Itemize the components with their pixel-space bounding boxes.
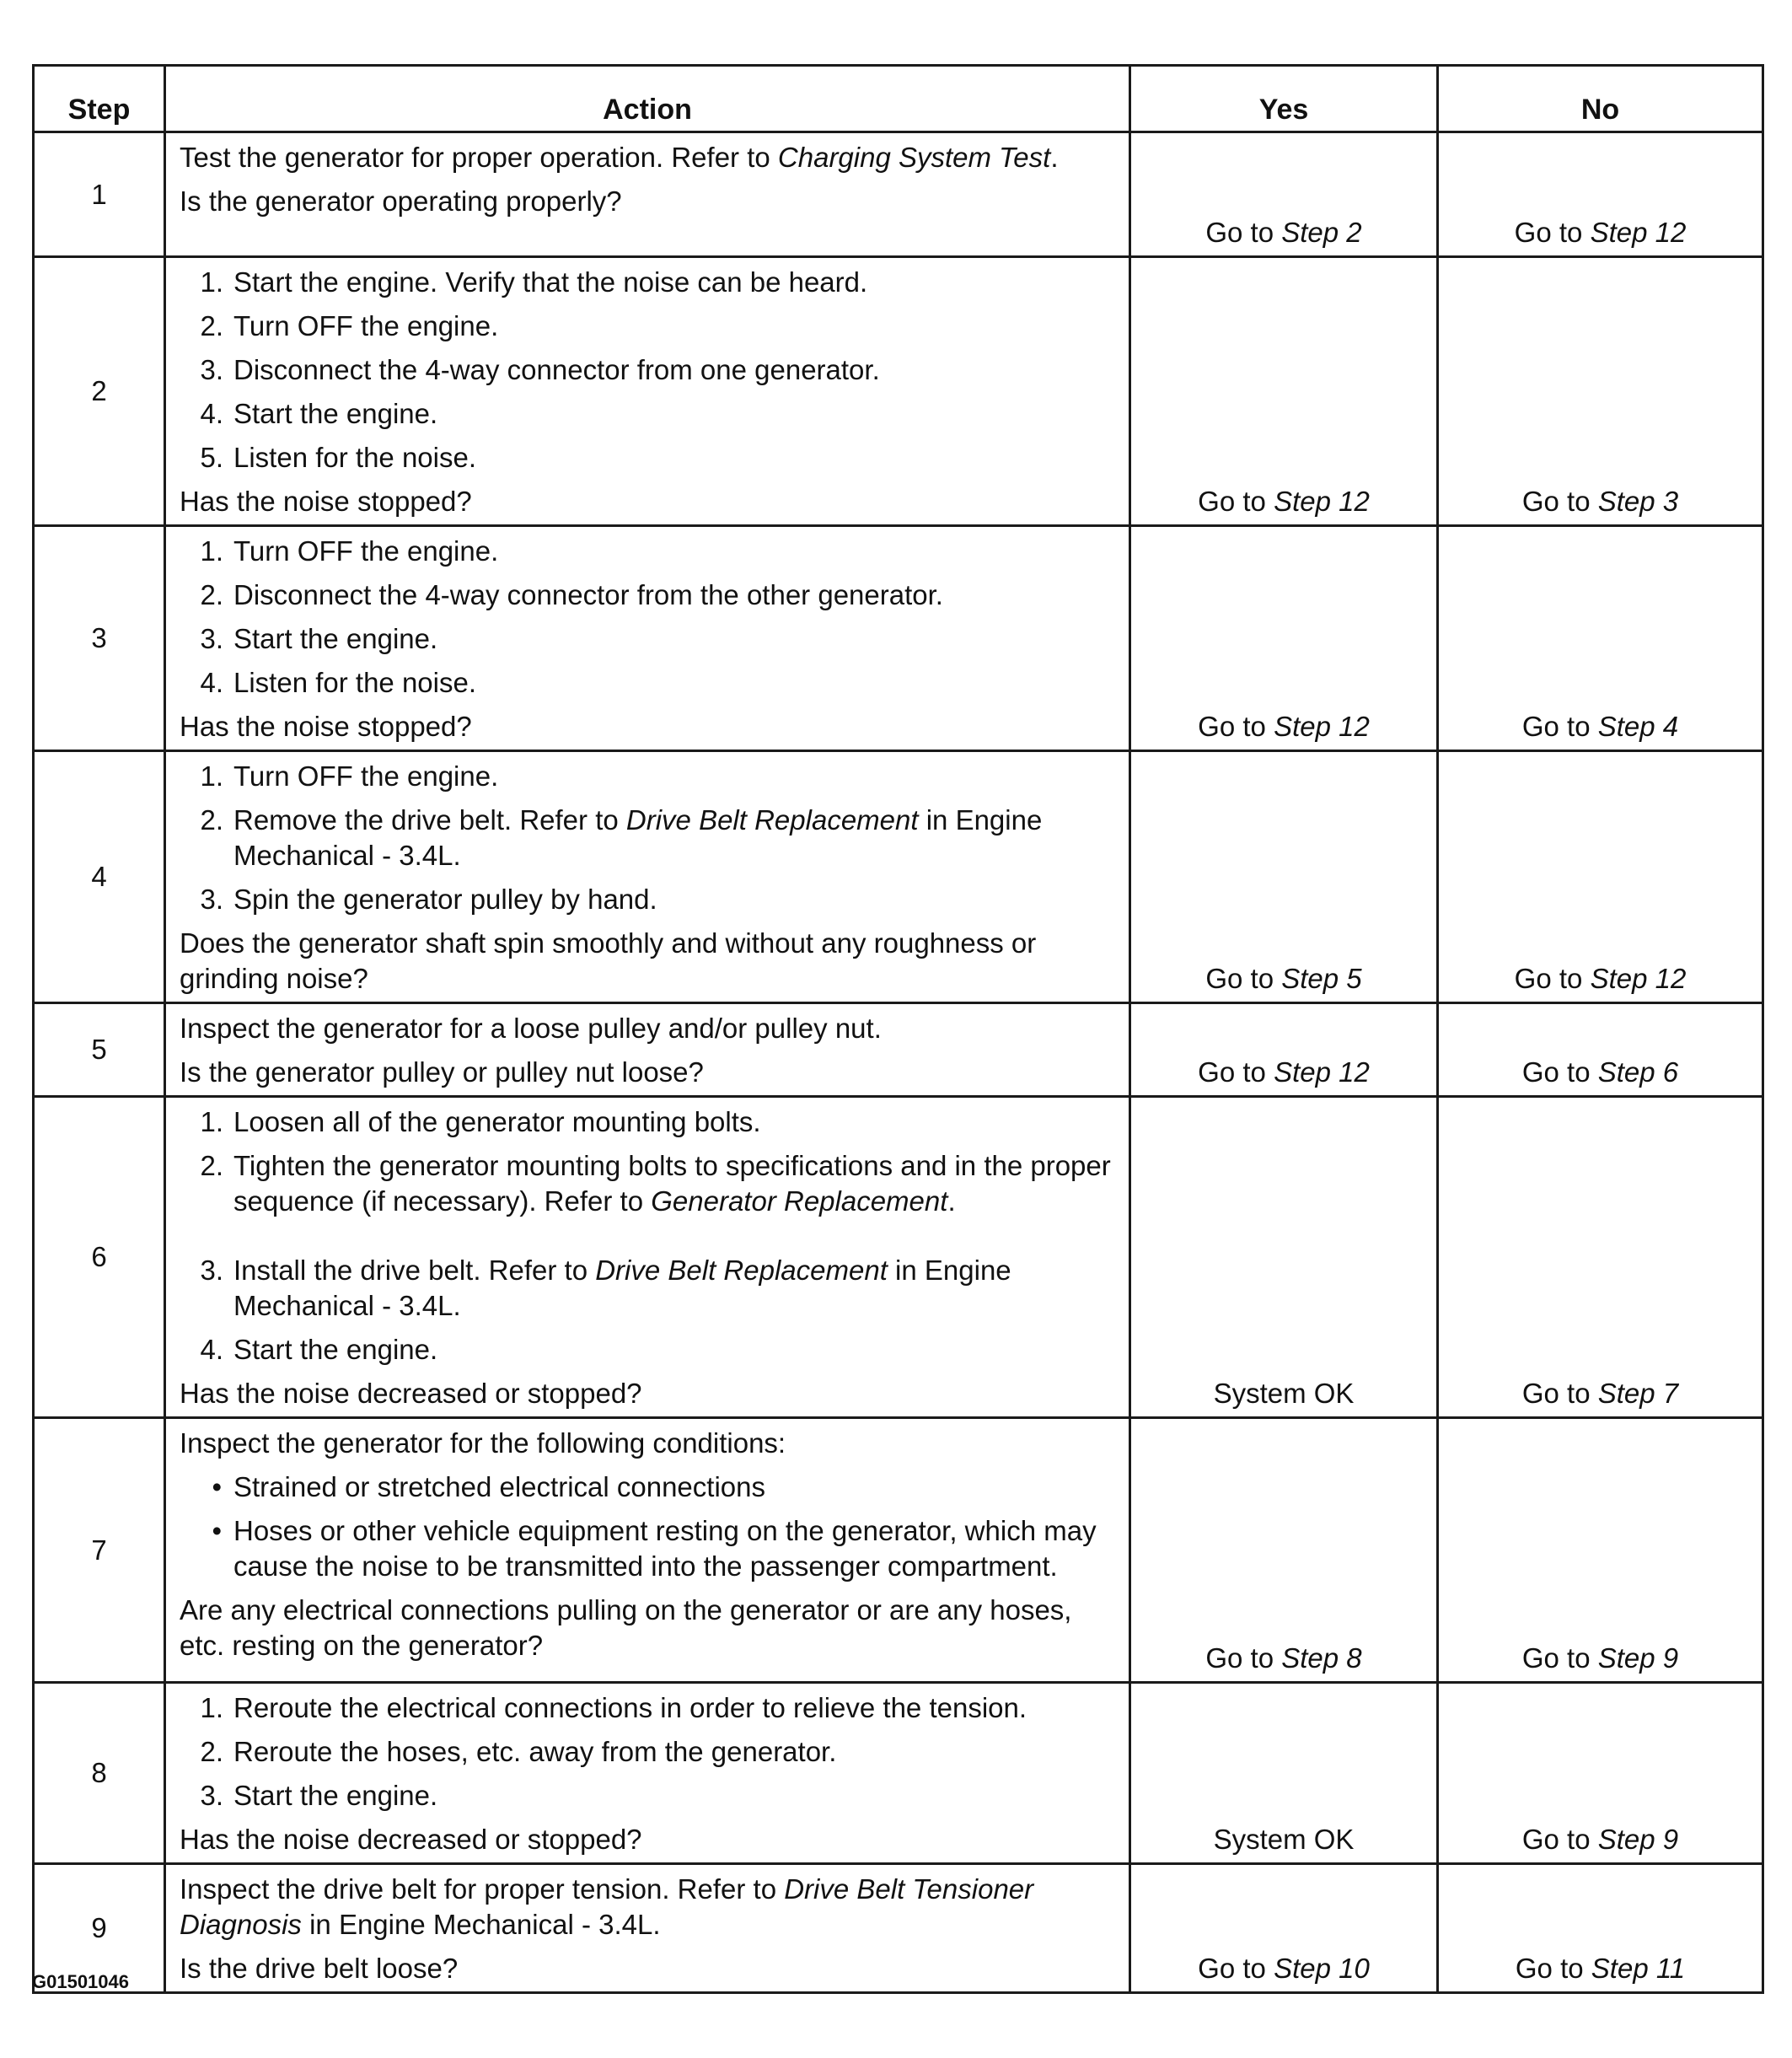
yes-result-text: Go to [1198, 1056, 1274, 1088]
text-segment: Has the noise decreased or stopped? [180, 1824, 642, 1855]
text-segment: Reroute the hoses, etc. away from the generator. [233, 1736, 837, 1767]
yes-result-text: Go to [1205, 217, 1282, 248]
step-item-text [233, 396, 1120, 432]
numbered-step [180, 1332, 1120, 1368]
yes-result [1130, 1864, 1438, 1993]
numbered-step [180, 309, 1120, 344]
bullet-text [233, 1470, 1120, 1505]
action-cell [165, 257, 1130, 526]
yes-result [1130, 751, 1438, 1003]
no-step-reference: Step 3 [1597, 486, 1679, 517]
instruction-text [180, 1872, 1120, 1942]
text-segment: . [1050, 142, 1059, 173]
text-segment: Reroute the electrical connections in order to relieve the tension. [233, 1692, 1027, 1723]
step-number: 9 [34, 1864, 165, 1993]
reference-link-text: Drive Belt Replacement [625, 804, 919, 836]
no-result [1438, 1003, 1763, 1097]
diagnostic-question [180, 1593, 1120, 1663]
instruction-text [180, 1426, 1120, 1461]
yes-result-text: Go to [1198, 711, 1274, 742]
header-step: Step [34, 66, 165, 132]
text-segment: . [947, 1185, 956, 1217]
step-item-text [233, 1253, 1120, 1324]
step-item-number: 3. [200, 884, 223, 915]
instruction-text [180, 140, 1120, 175]
no-step-reference: Step 4 [1597, 711, 1679, 742]
table-row [34, 1003, 1763, 1097]
text-segment: in Engine Mechanical - 3.4L. [233, 1255, 1011, 1321]
reference-link-text: Drive Belt Tensioner Diagnosis [180, 1873, 1034, 1940]
step-item-text [233, 309, 1120, 344]
yes-result-text: Go to [1198, 1953, 1274, 1984]
numbered-step [180, 352, 1120, 388]
step-item-number: 1. [200, 1692, 223, 1723]
text-segment: Tighten the generator mounting bolts to specifications and in the proper sequence (if necessary). Refer to [233, 1150, 1111, 1217]
step-item-text [233, 665, 1120, 701]
diagnostic-question [180, 484, 1120, 519]
no-result-text: Go to [1514, 217, 1591, 248]
no-step-reference: Step 9 [1597, 1642, 1679, 1674]
step-item-text [233, 265, 1120, 300]
text-segment: Disconnect the 4-way connector from the other generator. [233, 579, 943, 610]
diagnostic-question [180, 926, 1120, 997]
step-number: 3 [34, 526, 165, 751]
text-segment: Has the noise stopped? [180, 486, 472, 517]
diagnostic-question [180, 1376, 1120, 1411]
no-result-text: Go to [1521, 1642, 1598, 1674]
no-result-text: Go to [1521, 1824, 1598, 1855]
bullet-icon: • [212, 1515, 222, 1546]
step-item-text [233, 759, 1120, 794]
diagnostic-question [180, 1055, 1120, 1090]
step-item-number: 1. [200, 266, 223, 298]
step-item-text [233, 578, 1120, 613]
numbered-step [180, 1690, 1120, 1726]
diagnostic-question [180, 1822, 1120, 1857]
numbered-step [180, 440, 1120, 476]
yes-result-text: Go to [1205, 963, 1282, 994]
text-segment: Loosen all of the generator mounting bolts. [233, 1106, 761, 1137]
diagnostic-question [180, 1951, 1120, 1986]
no-step-reference: Step 12 [1590, 217, 1687, 248]
no-result-text: Go to [1515, 1953, 1591, 1984]
no-step-reference: Step 6 [1597, 1056, 1679, 1088]
step-item-text [233, 534, 1120, 569]
yes-step-reference: Step 12 [1274, 1056, 1370, 1088]
text-segment: Install the drive belt. Refer to [233, 1255, 596, 1286]
diagnostic-table [32, 64, 1764, 1994]
step-item-number: 3. [200, 1255, 223, 1286]
text-segment: Has the noise stopped? [180, 711, 472, 742]
step-item-text [233, 1104, 1120, 1140]
action-cell [165, 1683, 1130, 1864]
numbered-step [180, 265, 1120, 300]
reference-link-text: Generator Replacement [651, 1185, 948, 1217]
numbered-step [180, 759, 1120, 794]
step-item-number: 1. [200, 1106, 223, 1137]
step-item-text [233, 1148, 1120, 1219]
text-segment: Spin the generator pulley by hand. [233, 884, 657, 915]
no-result [1438, 1864, 1763, 1993]
step-item-text [233, 440, 1120, 476]
no-result [1438, 132, 1763, 257]
diagnostic-question [180, 184, 1120, 219]
header-no: No [1438, 66, 1763, 132]
numbered-step [180, 665, 1120, 701]
step-number: 7 [34, 1418, 165, 1683]
numbered-step [180, 1778, 1120, 1814]
step-item-text [233, 1332, 1120, 1368]
numbered-step [180, 621, 1120, 657]
step-item-text [233, 1734, 1120, 1770]
no-step-reference: Step 12 [1590, 963, 1687, 994]
yes-result [1130, 257, 1438, 526]
step-item-text [233, 803, 1120, 873]
yes-result [1130, 1097, 1438, 1418]
table-row [34, 1418, 1763, 1683]
step-number: 8 [34, 1683, 165, 1864]
text-segment: Test the generator for proper operation. Refer to [180, 142, 778, 173]
action-cell [165, 1097, 1130, 1418]
text-segment: Is the generator operating properly? [180, 185, 622, 217]
no-result-text: Go to [1521, 1378, 1598, 1409]
step-item-number: 2. [200, 310, 223, 341]
no-result-text: Go to [1521, 486, 1598, 517]
yes-result-text: System OK [1213, 1378, 1355, 1409]
numbered-step [180, 578, 1120, 613]
yes-step-reference: Step 12 [1274, 486, 1370, 517]
table-row [34, 1097, 1763, 1418]
step-item-number: 2. [200, 804, 223, 836]
numbered-step [180, 396, 1120, 432]
step-number: 1 [34, 132, 165, 257]
text-segment: Turn OFF the engine. [233, 310, 499, 341]
step-item-number: 4. [200, 1334, 223, 1365]
step-number: 6 [34, 1097, 165, 1418]
step-item-number: 4. [200, 398, 223, 429]
step-item-number: 2. [200, 579, 223, 610]
step-item-number: 2. [200, 1150, 223, 1181]
step-item-number: 3. [200, 1780, 223, 1811]
no-result [1438, 1418, 1763, 1683]
yes-result-text: System OK [1213, 1824, 1355, 1855]
step-item-number: 1. [200, 535, 223, 567]
action-cell [165, 526, 1130, 751]
no-result-text: Go to [1514, 963, 1591, 994]
table-row [34, 526, 1763, 751]
figure-id: G01501046 [32, 1971, 129, 1992]
step-number: 2 [34, 257, 165, 526]
step-item-number: 3. [200, 354, 223, 385]
bullet-item [180, 1513, 1120, 1584]
text-segment: Turn OFF the engine. [233, 535, 499, 567]
numbered-step [180, 534, 1120, 569]
header-row [34, 66, 1763, 132]
step-number: 5 [34, 1003, 165, 1097]
header-yes: Yes [1130, 66, 1438, 132]
text-segment: Start the engine. [233, 1780, 438, 1811]
text-segment: in Engine Mechanical - 3.4L. [233, 804, 1043, 871]
table-row [34, 257, 1763, 526]
action-cell [165, 751, 1130, 1003]
text-segment: Are any electrical connections pulling on the generator or are any hoses, etc. resting on the generator? [180, 1594, 1072, 1661]
text-segment: Turn OFF the engine. [233, 760, 499, 792]
text-segment: Start the engine. [233, 398, 438, 429]
numbered-step [180, 1734, 1120, 1770]
text-segment: Disconnect the 4-way connector from one generator. [233, 354, 880, 385]
bullet-icon: • [212, 1471, 222, 1502]
instruction-text [180, 1011, 1120, 1046]
text-segment: Inspect the generator for a loose pulley and/or pulley nut. [180, 1013, 882, 1044]
step-item-text [233, 621, 1120, 657]
step-item-number: 1. [200, 760, 223, 792]
text-segment: Listen for the noise. [233, 667, 477, 698]
action-cell [165, 1418, 1130, 1683]
diagnostic-question [180, 709, 1120, 744]
yes-step-reference: Step 8 [1281, 1642, 1362, 1674]
yes-result [1130, 1683, 1438, 1864]
step-number: 4 [34, 751, 165, 1003]
no-result [1438, 257, 1763, 526]
numbered-step [180, 1104, 1120, 1140]
step-item-number: 3. [200, 623, 223, 654]
text-segment: Listen for the noise. [233, 442, 477, 473]
no-result [1438, 526, 1763, 751]
step-item-number: 4. [200, 667, 223, 698]
no-step-reference: Step 7 [1597, 1378, 1679, 1409]
yes-step-reference: Step 12 [1274, 711, 1370, 742]
text-segment: in Engine Mechanical - 3.4L. [301, 1909, 661, 1940]
numbered-step [180, 803, 1120, 873]
text-segment: Start the engine. [233, 1334, 438, 1365]
step-item-number: 2. [200, 1736, 223, 1767]
reference-link-text: Charging System Test [777, 142, 1051, 173]
bullet-text [233, 1513, 1120, 1584]
yes-result [1130, 1003, 1438, 1097]
text-segment: Hoses or other vehicle equipment resting on the generator, which may cause the noise to be transmitted into the passenger compartment. [233, 1515, 1097, 1582]
table-body [34, 132, 1763, 1993]
yes-result-text: Go to [1205, 1642, 1282, 1674]
text-segment: Start the engine. [233, 623, 438, 654]
text-segment: Remove the drive belt. Refer to [233, 804, 626, 836]
no-result [1438, 1097, 1763, 1418]
text-segment: Is the drive belt loose? [180, 1953, 459, 1984]
step-item-number: 5. [200, 442, 223, 473]
table-row [34, 751, 1763, 1003]
no-result [1438, 1683, 1763, 1864]
no-result-text: Go to [1521, 711, 1598, 742]
yes-result-text: Go to [1198, 486, 1274, 517]
numbered-step [180, 1148, 1120, 1219]
step-item-text [233, 352, 1120, 388]
no-result [1438, 751, 1763, 1003]
yes-step-reference: Step 10 [1274, 1953, 1370, 1984]
table-row [34, 1864, 1763, 1993]
yes-result [1130, 1418, 1438, 1683]
yes-step-reference: Step 5 [1281, 963, 1362, 994]
step-item-text [233, 882, 1120, 917]
text-segment: Does the generator shaft spin smoothly and without any roughness or grinding noise? [180, 927, 1037, 994]
no-result-text: Go to [1521, 1056, 1598, 1088]
reference-link-text: Drive Belt Replacement [595, 1255, 888, 1286]
action-cell [165, 1003, 1130, 1097]
text-segment: Strained or stretched electrical connections [233, 1471, 765, 1502]
text-segment: Start the engine. Verify that the noise can be heard. [233, 266, 868, 298]
no-step-reference: Step 11 [1591, 1953, 1686, 1984]
text-segment: Has the noise decreased or stopped? [180, 1378, 642, 1409]
yes-step-reference: Step 2 [1281, 217, 1362, 248]
text-segment: Inspect the drive belt for proper tension. Refer to [180, 1873, 785, 1905]
numbered-step [180, 882, 1120, 917]
step-item-text [233, 1778, 1120, 1814]
action-cell [165, 132, 1130, 257]
step-item-text [233, 1690, 1120, 1726]
text-segment: Is the generator pulley or pulley nut loose? [180, 1056, 704, 1088]
no-step-reference: Step 9 [1597, 1824, 1679, 1855]
header-action: Action [165, 66, 1130, 132]
action-cell [165, 1864, 1130, 1993]
numbered-step [180, 1253, 1120, 1324]
bullet-item [180, 1470, 1120, 1505]
table-row [34, 132, 1763, 257]
yes-result [1130, 132, 1438, 257]
table-row [34, 1683, 1763, 1864]
yes-result [1130, 526, 1438, 751]
text-segment: Inspect the generator for the following conditions: [180, 1427, 786, 1459]
